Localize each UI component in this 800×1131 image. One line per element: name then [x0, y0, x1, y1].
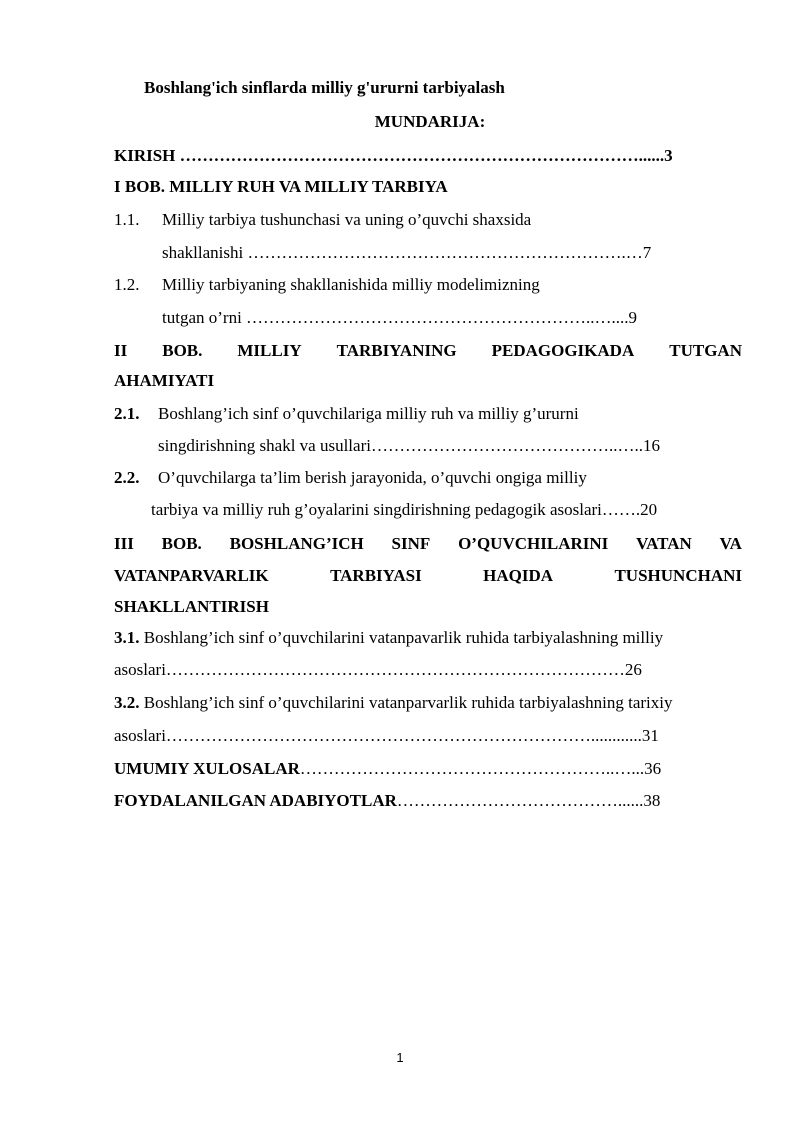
toc-section-2-1-line-2: singdirishning shakl va usullari……………………………………..…..16: [158, 436, 660, 455]
toc-section-1-2-line-2: tutgan o’rni ……………………………………………………..…....9: [162, 308, 638, 327]
chapter-word: SINF: [391, 534, 431, 553]
toc-section-number: 1.2.: [114, 275, 140, 294]
toc-chapter-3-line-2: [114, 565, 742, 587]
chapter-word: TARBIYASI: [330, 566, 422, 585]
toc-entry-kirish: KIRISH ………………………………………………………………………......3: [114, 146, 673, 165]
chapter-word: III: [114, 534, 134, 553]
chapter-word: VATANPARVARLIK: [114, 566, 269, 585]
toc-chapter-3-line-1: [114, 533, 742, 555]
toc-chapter-3-line-3: SHAKLLANTIRISH: [114, 597, 269, 616]
toc-section-1-1-line-1: Milliy tarbiya tushunchasi va uning o’quvchi shaxsida: [162, 210, 532, 229]
chapter-word: VATAN: [636, 534, 692, 553]
document-heading: Boshlang'ich sinflarda milliy g'ururni tarbiyalash: [144, 78, 505, 97]
toc-section-3-1-text: Boshlang’ich sinf o’quvchilarini vatanpavarlik ruhida tarbiyalashning milliy: [143, 628, 664, 647]
toc-section-number: 2.1.: [114, 404, 140, 423]
toc-section-1-2-line-1: Milliy tarbiyaning shakllanishida milliy modelimizning: [162, 275, 540, 294]
chapter-word: HAQIDA: [483, 566, 554, 585]
chapter-word: MILLIY: [237, 341, 302, 360]
chapter-word: BOSHLANG’ICH: [229, 534, 364, 553]
toc-entry-leader: ………………………………………………..…...36: [299, 759, 662, 778]
toc-section-1-1-line-2: shakllanishi ………………………………………………………….…7: [162, 243, 652, 262]
toc-section-2-2-line-2: tarbiya va milliy ruh g’oyalarini singdirishning pedagogik asoslari…….20: [151, 500, 658, 519]
toc-section-number: 2.2.: [114, 468, 140, 487]
toc-chapter-2-line-1: [114, 340, 742, 362]
toc-section-2-1-line-1: Boshlang’ich sinf o’quvchilariga milliy ruh va milliy g’ururni: [158, 404, 579, 423]
chapter-word: VA: [719, 534, 742, 553]
toc-section-3-2-line-1: [114, 692, 673, 714]
toc-section-3-1-line-1: [114, 627, 663, 649]
toc-chapter-2-line-2: AHAMIYATI: [114, 371, 215, 390]
chapter-word: TUTGAN: [669, 341, 742, 360]
chapter-word: II: [114, 341, 128, 360]
chapter-word: TARBIYANING: [336, 341, 457, 360]
toc-section-3-2-text: Boshlang’ich sinf o’quvchilarini vatanparvarlik ruhida tarbiyalashning tarixiy: [143, 693, 673, 712]
chapter-word: O’QUVCHILARINI: [458, 534, 609, 553]
toc-title: MUNDARIJA:: [374, 112, 486, 131]
toc-section-2-2-line-1: O’quvchilarga ta’lim berish jarayonida, o’quvchi ongiga milliy: [158, 468, 587, 487]
toc-entry-adabiyotlar: [114, 790, 660, 812]
toc-entry-leader: …………………………………......38: [396, 791, 661, 810]
toc-chapter-1: I BOB. MILLIY RUH VA MILLIY TARBIYA: [114, 177, 448, 196]
toc-section-number: 1.1.: [114, 210, 140, 229]
toc-entry-label: UMUMIY XULOSALAR: [114, 759, 300, 778]
toc-section-3-1-line-2: asoslari………………………………………………………………………26: [114, 660, 642, 679]
toc-entry-label: FOYDALANILGAN ADABIYOTLAR: [114, 791, 397, 810]
toc-section-number: 3.2.: [114, 693, 140, 712]
page-number: 1: [396, 1050, 404, 1065]
toc-section-3-2-line-2: asoslari…………………………………………………………………............31: [114, 726, 659, 745]
toc-section-number: 3.1.: [114, 628, 140, 647]
chapter-word: BOB.: [161, 534, 202, 553]
chapter-word: TUSHUNCHANI: [614, 566, 742, 585]
toc-entry-xulosalar: [114, 758, 661, 780]
chapter-word: BOB.: [162, 341, 203, 360]
chapter-word: PEDAGOGIKADA: [491, 341, 635, 360]
